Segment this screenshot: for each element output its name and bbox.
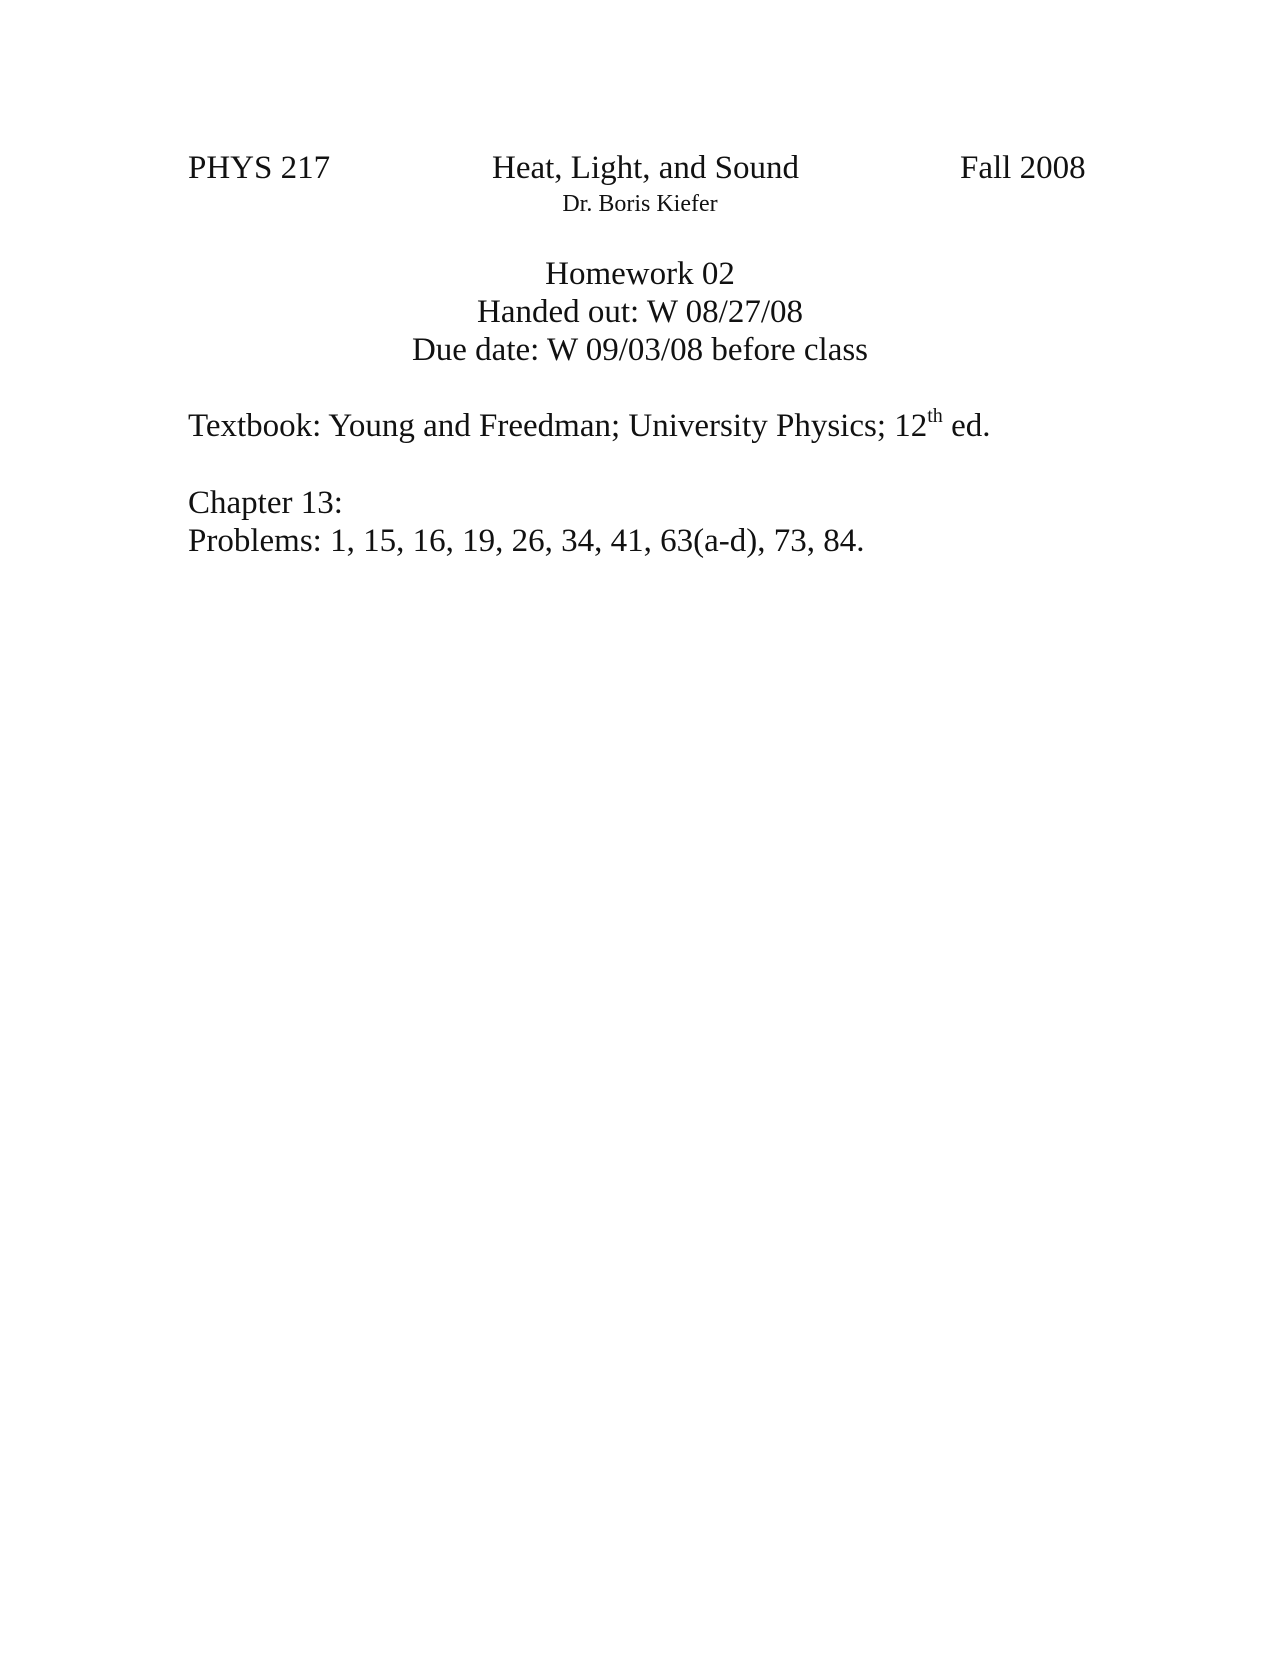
handed-out-date: Handed out: W 08/27/08 [476,294,803,330]
course-term: Fall 2008 [960,150,1086,186]
due-date: Due date: W 09/03/08 before class [411,332,869,368]
textbook-line [188,405,991,444]
textbook-suffix: ed. [942,408,991,444]
chapter-label: Chapter 13: [188,485,343,521]
instructor-name: Dr. Boris Kiefer [562,191,718,217]
course-title: Heat, Light, and Sound [492,150,800,186]
homework-title: Homework 02 [545,256,735,292]
problems-list: Problems: 1, 15, 16, 19, 26, 34, 41, 63(a-d), 73, 84. [188,523,865,559]
edition-superscript: th [927,405,943,427]
course-code: PHYS 217 [188,150,331,186]
textbook-text: Textbook: Young and Freedman; University Physics; 12 [188,408,928,444]
